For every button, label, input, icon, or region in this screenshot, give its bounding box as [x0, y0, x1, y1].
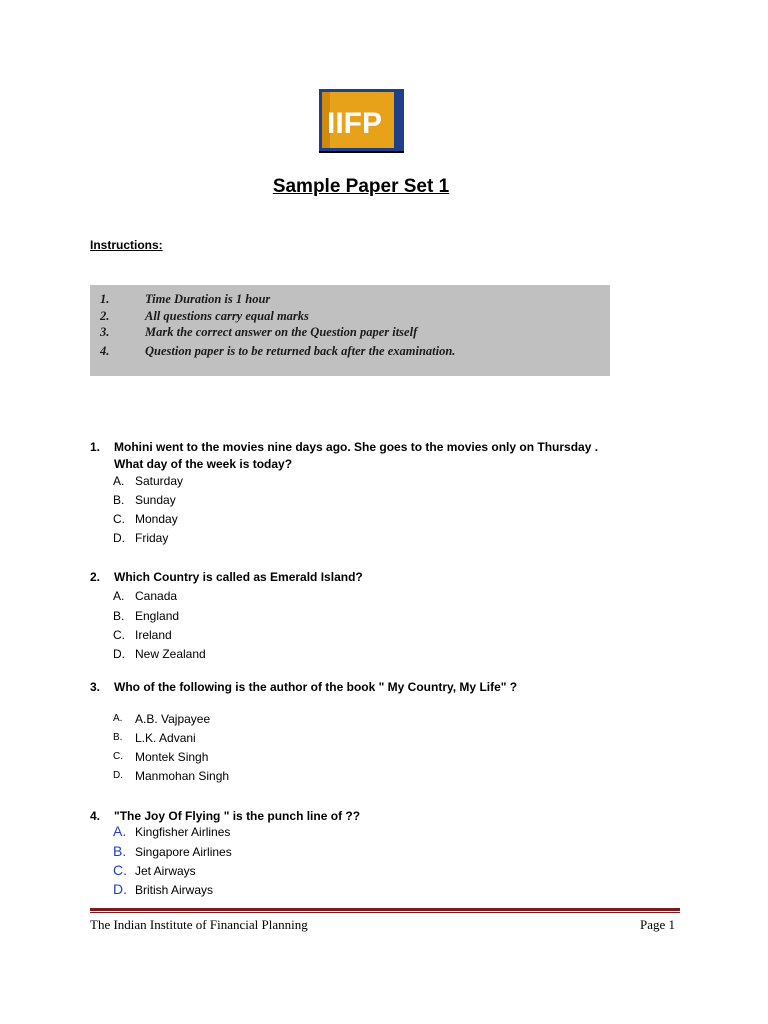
option-text: Kingfisher Airlines	[135, 825, 231, 839]
page-title: Sample Paper Set 1	[272, 176, 450, 197]
option-letter: B.	[113, 843, 127, 859]
question-text: Who of the following is the author of the book " My Country, My Life" ?	[114, 680, 518, 694]
option-text: Canada	[135, 589, 178, 603]
instruction-number: 4.	[100, 344, 110, 358]
footer-institute-name: The Indian Institute of Financial Planning	[90, 917, 308, 932]
footer-rule-thin	[90, 912, 680, 913]
instructions-heading: Instructions:	[90, 238, 163, 252]
option-text: Jet Airways	[135, 864, 196, 878]
option-letter: C.	[113, 751, 123, 762]
option-letter: B.	[113, 493, 125, 507]
option-letter: A.	[113, 823, 127, 839]
option-text: Montek Singh	[135, 750, 209, 764]
instruction-text: Time Duration is 1 hour	[145, 292, 271, 306]
option-text: Ireland	[135, 628, 172, 642]
instruction-number: 1.	[100, 292, 110, 306]
logo-text: IIFP	[327, 107, 383, 140]
option-letter: D.	[113, 770, 123, 781]
question-text: Mohini went to the movies nine days ago. She goes to the movies only on Thursday .	[114, 440, 599, 454]
option-letter: D.	[113, 647, 125, 661]
option-text: England	[135, 609, 180, 623]
option-text: L.K. Advani	[135, 731, 196, 745]
option-text: New Zealand	[135, 647, 206, 661]
iifp-logo	[319, 89, 404, 151]
question-text: "The Joy Of Flying " is the punch line of ??	[114, 809, 361, 823]
option-text: A.B. Vajpayee	[135, 712, 211, 726]
footer-page-number: Page 1	[640, 917, 676, 932]
instruction-number: 2.	[100, 309, 110, 323]
logo-underline	[319, 151, 404, 153]
question-number: 1.	[90, 440, 101, 454]
logo-graphic	[319, 89, 404, 151]
option-letter: B.	[113, 732, 123, 743]
instruction-text: Mark the correct answer on the Question paper itself	[145, 325, 418, 339]
question-text: What day of the week is today?	[114, 457, 293, 471]
option-text: Friday	[135, 531, 169, 545]
footer-rule	[90, 908, 680, 911]
instruction-text: All questions carry equal marks	[145, 309, 309, 323]
option-letter: B.	[113, 609, 125, 623]
question-number: 2.	[90, 570, 101, 584]
option-letter: C.	[113, 628, 125, 642]
option-letter: A.	[113, 713, 123, 724]
question-number: 3.	[90, 680, 101, 694]
option-text: Sunday	[135, 493, 176, 507]
option-text: Manmohan Singh	[135, 769, 230, 783]
question-text: Which Country is called as Emerald Island?	[114, 570, 363, 584]
option-letter: A.	[113, 474, 125, 488]
option-text: British Airways	[135, 883, 214, 897]
option-letter: D.	[113, 881, 127, 897]
instruction-text: Question paper is to be returned back after the examination.	[145, 344, 456, 358]
option-letter: C.	[113, 862, 127, 878]
option-letter: A.	[113, 589, 125, 603]
question-number: 4.	[90, 809, 101, 823]
option-letter: D.	[113, 531, 125, 545]
instructions-box	[90, 285, 610, 376]
option-text: Singapore Airlines	[135, 845, 232, 859]
option-letter: C.	[113, 512, 125, 526]
option-text: Saturday	[135, 474, 184, 488]
instruction-number: 3.	[100, 325, 110, 339]
option-text: Monday	[135, 512, 178, 526]
